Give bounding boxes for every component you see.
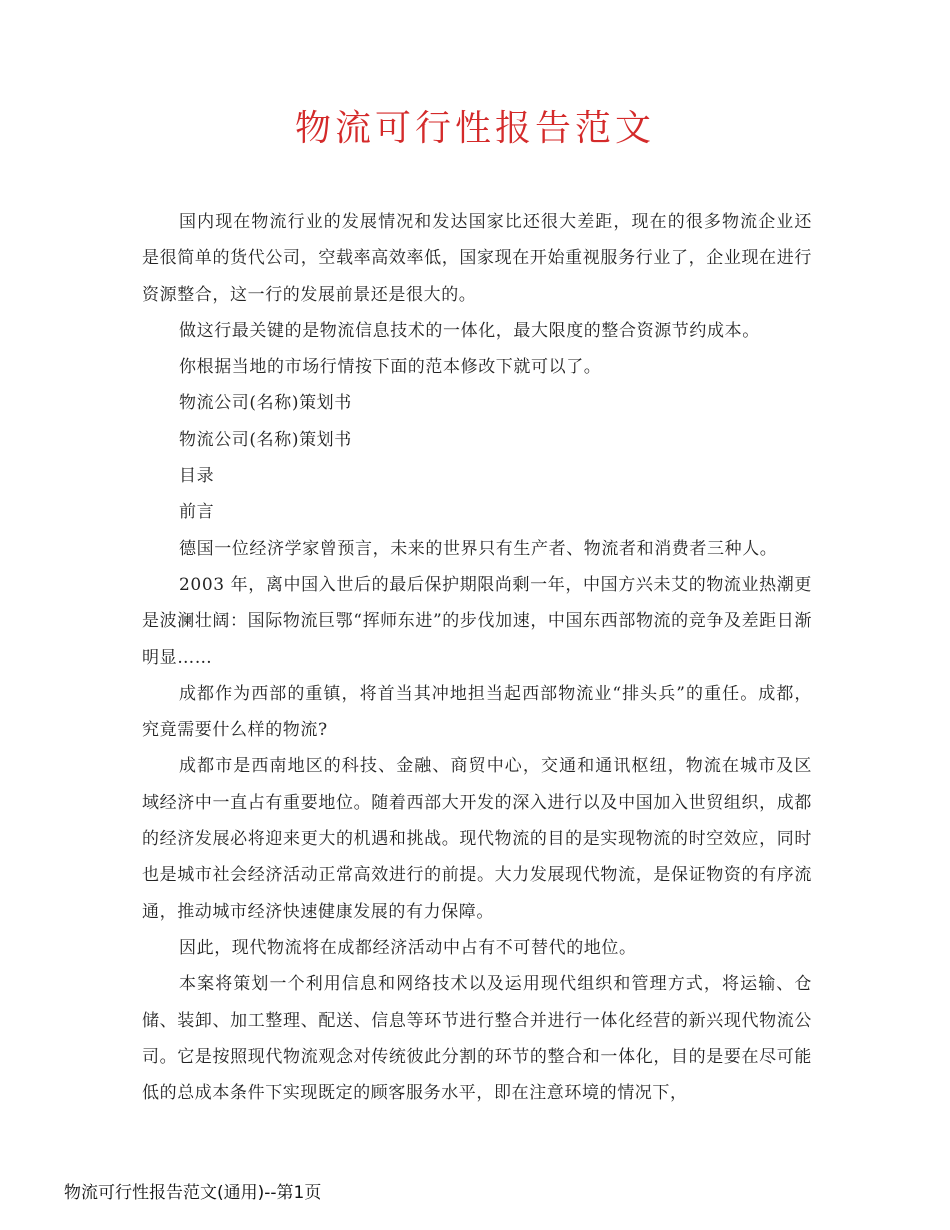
paragraph: 2003 年，离中国入世后的最后保护期限尚剩一年，中国方兴未艾的物流业热潮更是波澜壮阔：国际物流巨鄂“挥师东进”的步伐加速，中国东西部物流的竞争及差距日渐明显……: [142, 574, 812, 668]
paragraph: 做这行最关键的是物流信息技术的一体化，最大限度的整合资源节约成本。: [179, 320, 760, 341]
paragraph: 成都作为西部的重镇，将首当其冲地担当起西部物流业“排头兵”的重任。成都，究竟需要什么样的物流?: [142, 683, 812, 741]
page-footer: 物流可行性报告范文(通用)--第1页: [64, 1183, 322, 1203]
paragraph: 本案将策划一个利用信息和网络技术以及运用现代组织和管理方式，将运输、仓储、装卸、加工整理、配送、信息等环节进行整合并进行一体化经营的新兴现代物流公司。它是按照现代物流观念对传统彼此分割的环节的整合和一体化，目的是要在尽可能低的总成本条件下实现既定的顾客服务水平，即在注意环境的情况下，: [142, 974, 812, 1104]
paragraph: 前言: [179, 502, 215, 523]
paragraph: 目录: [179, 466, 215, 487]
paragraph: 物流公司(名称)策划书: [179, 393, 352, 414]
paragraph: 因此，现代物流将在成都经济活动中占有不可替代的地位。: [179, 937, 637, 958]
paragraph: 成都市是西南地区的科技、金融、商贸中心，交通和通讯枢纽，物流在城市及区域经济中一直占有重要地位。随着西部大开发的深入进行以及中国加入世贸组织，成都的经济发展必将迎来更大的机遇和挑战。现代物流的目的是实现物流的时空效应，同时也是城市社会经济活动正常高效进行的前提。大力发展现代物流，是保证物资的有序流通，推动城市经济快速健康发展的有力保障。: [142, 756, 812, 922]
page-title: 物流可行性报告范文: [294, 108, 655, 149]
paragraph: 你根据当地的市场行情按下面的范本修改下就可以了。: [179, 357, 602, 378]
document-body: [142, 204, 812, 1111]
paragraph: 物流公司(名称)策划书: [179, 429, 352, 450]
paragraph: 国内现在物流行业的发展情况和发达国家比还很大差距，现在的很多物流企业还是很简单的货代公司，空载率高效率低，国家现在开始重视服务行业了，企业现在进行资源整合，这一行的发展前景还是很大的。: [142, 212, 812, 305]
paragraph: 德国一位经济学家曾预言，未来的世界只有生产者、物流者和消费者三种人。: [179, 538, 778, 559]
